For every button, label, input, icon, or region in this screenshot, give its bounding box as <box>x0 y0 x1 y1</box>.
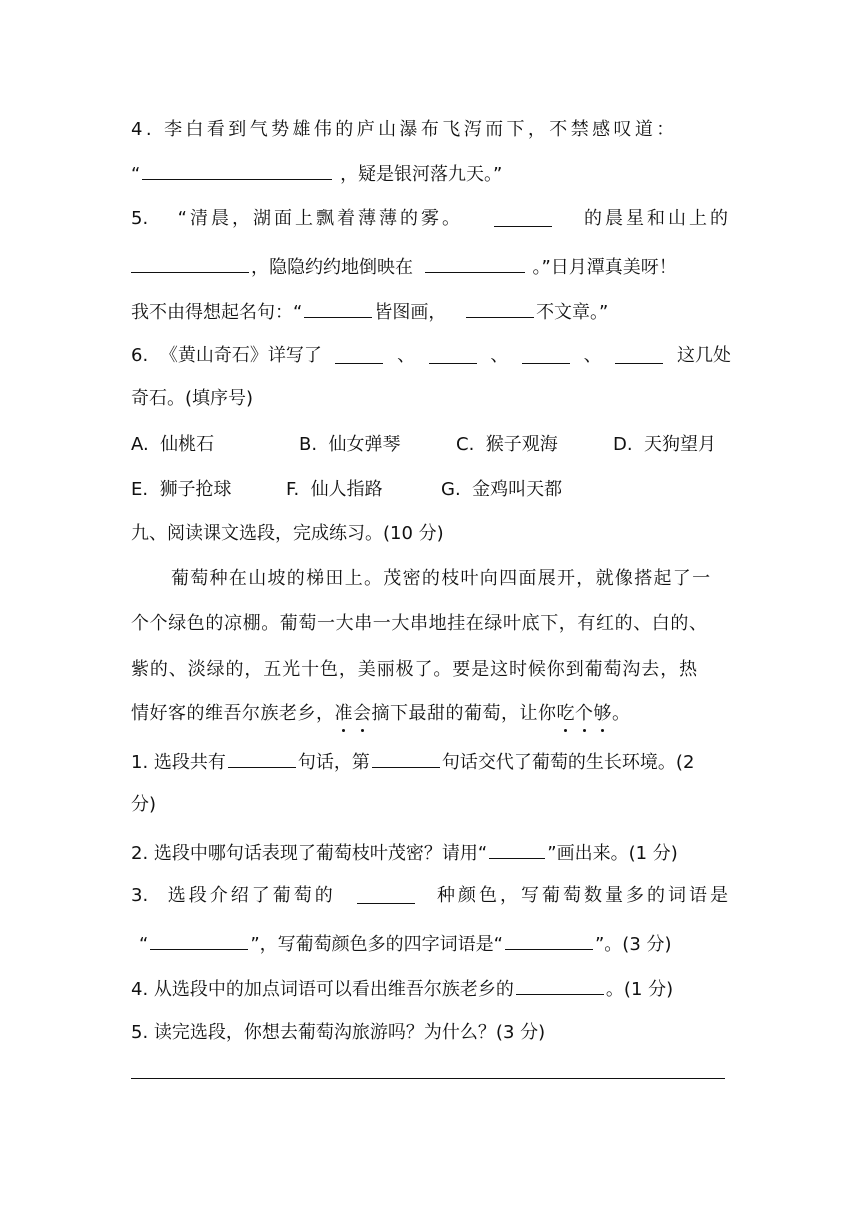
option-key: A. <box>131 434 149 455</box>
q5-line2 <box>131 252 731 281</box>
option-b <box>299 432 401 458</box>
question-text: ”。(3 分) <box>594 934 672 955</box>
q6-text-a: 《黄山奇石》详写了 <box>159 345 322 366</box>
passage-line-1 <box>131 566 731 592</box>
option-text: 猴子观海 <box>485 434 558 455</box>
q5-line3 <box>131 297 731 326</box>
option-key: G. <box>441 479 461 500</box>
question-text: 选段中哪句话表现了葡萄枝叶茂密？请用“ <box>153 843 488 864</box>
option-text: 仙人指路 <box>310 479 383 500</box>
passage-text: 。 <box>612 703 631 724</box>
q4-line2 <box>131 159 731 188</box>
reading-q2-blank[interactable] <box>489 838 545 859</box>
option-text: 狮子抢球 <box>159 479 232 500</box>
question-number: 3. <box>131 885 149 906</box>
q5-blank-3[interactable] <box>425 252 525 273</box>
question-text: 种颜色，写葡萄数量多的词语是 <box>436 885 731 906</box>
reading-q1-blank-1[interactable] <box>228 747 296 768</box>
question-number: 5. <box>131 1022 149 1043</box>
q4-text: 李白看到气势雄伟的庐山瀑布飞泻而下，不禁感叹道： <box>164 119 678 140</box>
reading-q4-blank[interactable] <box>516 974 604 995</box>
emphasis-dot-char: 个 <box>575 701 594 727</box>
reading-q3-blank-2[interactable] <box>150 929 248 950</box>
q6-sep-3: 、 <box>583 345 602 366</box>
q6-blank-1[interactable] <box>335 343 383 364</box>
passage-line-3 <box>131 657 731 683</box>
q5-text-c: ，隐隐约约地倒映在 <box>251 257 413 278</box>
question-number: 1. <box>131 752 149 773</box>
question-text: 句话交代了葡萄的生长环境。(2 <box>441 752 695 773</box>
passage-text: 个个绿色的凉棚。葡萄一大串一大串地挂在绿叶底下，有红的、白的、 <box>131 613 708 634</box>
q5-text-e: 我不由得想起名句：“ <box>131 302 303 323</box>
reading-q3-blank-1[interactable] <box>357 883 415 904</box>
question-number: 4. <box>131 979 149 1000</box>
q5-text-f: 皆图画， <box>374 302 447 323</box>
q5-blank-5[interactable] <box>466 297 534 318</box>
q6-line2 <box>131 386 731 412</box>
reading-q3-line2 <box>131 929 731 958</box>
q4-blank[interactable] <box>142 159 332 180</box>
option-g <box>441 477 562 503</box>
option-a <box>131 432 214 458</box>
option-text: 仙女弹琴 <box>328 434 401 455</box>
q4-open-quote: “ <box>131 164 141 185</box>
option-key: D. <box>613 434 633 455</box>
emphasis-dot-char: 准 <box>335 701 354 727</box>
question-text: 句话，第 <box>297 752 370 773</box>
question-text: 分) <box>131 794 157 815</box>
question-text: “ <box>139 934 149 955</box>
reading-q3-line1 <box>131 883 731 909</box>
option-key: C. <box>456 434 475 455</box>
reading-q4 <box>131 974 731 1003</box>
section-heading-text: 九、阅读课文选段，完成练习。(10 分) <box>131 523 444 544</box>
option-text: 金鸡叫天都 <box>472 479 563 500</box>
q5-text-a: “清晨，湖面上飘着薄薄的雾。 <box>177 208 463 229</box>
option-d <box>613 432 716 458</box>
q6-text-b: 奇石。(填序号) <box>131 388 254 409</box>
reading-q1-line1 <box>131 747 731 776</box>
question-text: ”画出来。(1 分) <box>547 843 678 864</box>
question-text: 。(1 分) <box>605 979 674 1000</box>
q6-blank-3[interactable] <box>522 343 570 364</box>
passage-text: 紫的、淡绿的，五光十色，美丽极了。要是这时候你到葡萄沟去，热 <box>131 659 698 680</box>
option-c <box>456 432 558 458</box>
q4-tail: ，疑是银河落九天。” <box>340 164 503 185</box>
passage-line-2 <box>131 611 731 637</box>
emphasis-dot-char: 够 <box>594 701 613 727</box>
option-text: 天狗望月 <box>644 434 717 455</box>
question-text: 读完选段，你想去葡萄沟旅游吗？为什么？(3 分) <box>153 1022 546 1043</box>
passage-text: 摘下最甜的葡萄，让你 <box>371 703 557 724</box>
reading-q5 <box>131 1020 731 1046</box>
q5-number: 5. <box>131 208 149 229</box>
passage-line-4 <box>131 701 731 727</box>
q6-number: 6. <box>131 345 149 366</box>
question-text: 选段介绍了葡萄的 <box>167 885 336 906</box>
reading-q1-blank-2[interactable] <box>372 747 440 768</box>
q5-blank-4[interactable] <box>304 297 372 318</box>
q6-tail: 这几处 <box>676 345 731 366</box>
passage-text: 葡萄种在山坡的梯田上。茂密的枝叶向四面展开，就像搭起了一 <box>171 568 712 589</box>
q6-line1 <box>131 343 731 369</box>
section-heading <box>131 521 731 547</box>
q4-number: 4. <box>131 119 155 140</box>
emphasis-dot-char: 吃 <box>557 701 576 727</box>
q4-line1 <box>131 117 731 143</box>
option-key: B. <box>299 434 318 455</box>
question-number: 2. <box>131 843 149 864</box>
reading-q2 <box>131 838 731 867</box>
option-key: F. <box>286 479 300 500</box>
q6-blank-2[interactable] <box>429 343 477 364</box>
q5-text-g: 不文章。” <box>536 302 609 323</box>
q6-blank-4[interactable] <box>615 343 663 364</box>
q5-text-b: 的晨星和山上的 <box>583 208 731 229</box>
answer-line[interactable] <box>131 1078 725 1079</box>
reading-q1-line2 <box>131 792 731 818</box>
option-f <box>286 477 383 503</box>
emphasis-dot-char: 会 <box>353 701 372 727</box>
q5-line1 <box>131 206 731 232</box>
question-text: 从选段中的加点词语可以看出维吾尔族老乡的 <box>153 979 514 1000</box>
q6-sep-1: 、 <box>397 345 416 366</box>
option-text: 仙桃石 <box>160 434 215 455</box>
option-key: E. <box>131 479 149 500</box>
passage-text: 情好客的维吾尔族老乡， <box>131 703 335 724</box>
q6-sep-2: 、 <box>490 345 509 366</box>
q5-text-d: 。”日月潭真美呀！ <box>532 257 677 278</box>
question-text: 选段共有 <box>153 752 226 773</box>
reading-q3-blank-3[interactable] <box>505 929 593 950</box>
option-e <box>131 477 232 503</box>
q5-blank-1[interactable] <box>494 206 552 227</box>
question-text: ”，写葡萄颜色多的四字词语是“ <box>250 934 503 955</box>
q5-blank-2[interactable] <box>131 252 249 273</box>
